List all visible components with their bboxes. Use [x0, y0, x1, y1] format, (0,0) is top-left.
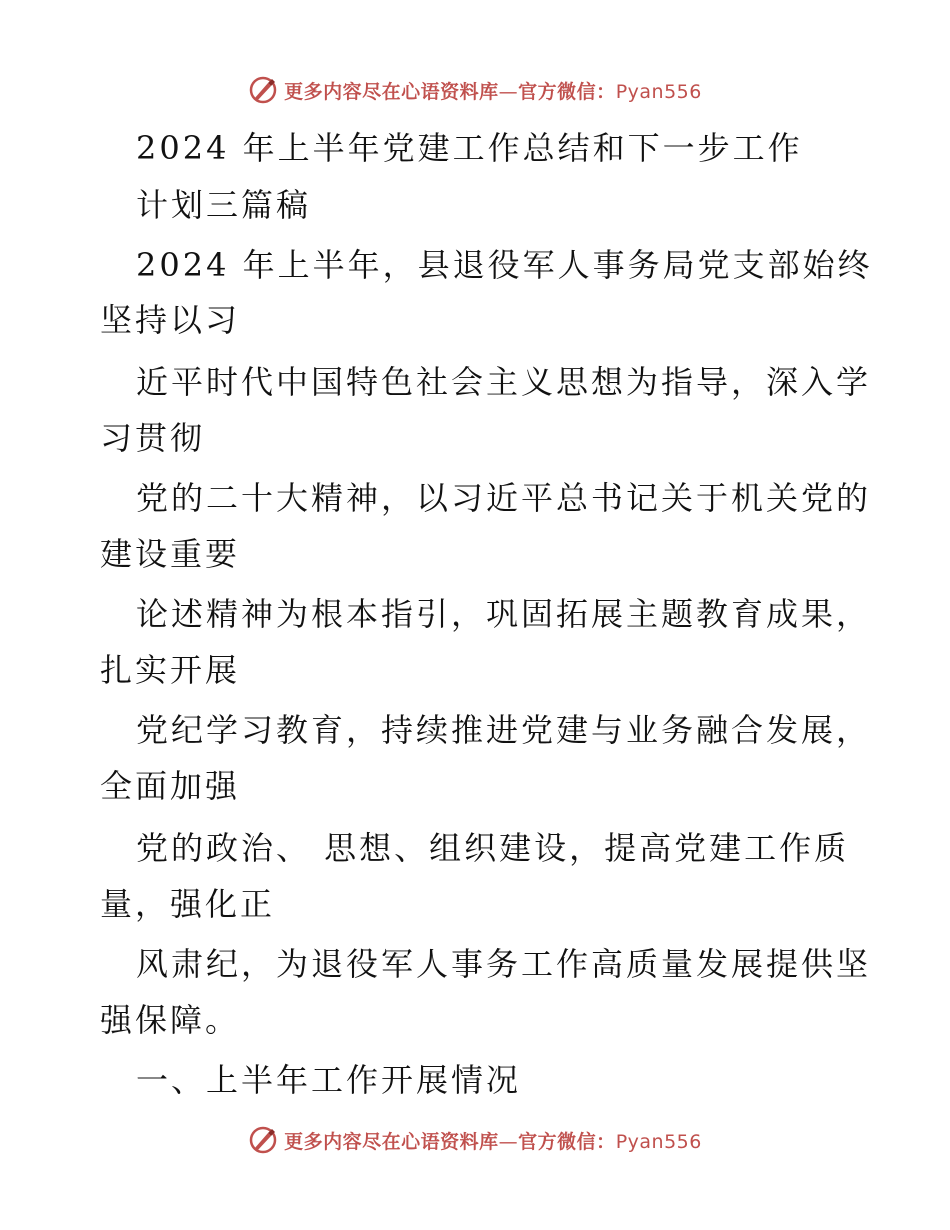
body-line: 习贯彻 [100, 419, 206, 457]
body-line: 2024 年上半年，县退役军人事务局党支部始终 [136, 246, 873, 284]
footer-banner-contact-label: 官方微信： [518, 1130, 616, 1153]
body-line: 风肃纪，为退役军人事务工作高质量发展提供坚 [136, 945, 872, 983]
body-line: 全面加强 [100, 767, 241, 805]
body-line: 扎实开展 [100, 651, 241, 689]
body-line: 党纪学习教育，持续推进党建与业务融合发展， [136, 711, 872, 749]
body-line: 坚持以习 [100, 301, 241, 339]
body-line: 论述精神为根本指引，巩固拓展主题教育成果， [136, 595, 872, 633]
body-line: 建设重要 [100, 535, 241, 573]
header-banner [0, 70, 950, 110]
footer-banner-separator: — [498, 1130, 519, 1153]
doc-title-line-2: 计划三篇稿 [136, 186, 312, 224]
footer-banner-text: 更多内容尽在心语资料库 [284, 1130, 499, 1153]
footer-banner-contact-id: Pyan556 [615, 1130, 702, 1153]
section-heading: 一、上半年工作开展情况 [136, 1061, 522, 1099]
header-banner-contact-label: 官方微信： [518, 80, 616, 103]
header-banner-text: 更多内容尽在心语资料库 [284, 80, 499, 103]
pen-logo-icon [248, 1125, 278, 1155]
pen-logo-icon [248, 75, 278, 105]
header-banner-contact-id: Pyan556 [615, 80, 702, 103]
body-line: 强保障。 [100, 1001, 241, 1039]
body-line: 近平时代中国特色社会主义思想为指导，深入学 [136, 363, 872, 401]
body-line: 党的二十大精神，以习近平总书记关于机关党的 [136, 479, 872, 517]
footer-banner [0, 1120, 950, 1160]
body-line: 量，强化正 [100, 885, 276, 923]
doc-title-line-1: 2024 年上半年党建工作总结和下一步工作 [136, 129, 803, 167]
header-banner-separator: — [498, 80, 519, 103]
body-line: 党的政治、 思想、组织建设，提高党建工作质 [136, 829, 850, 867]
